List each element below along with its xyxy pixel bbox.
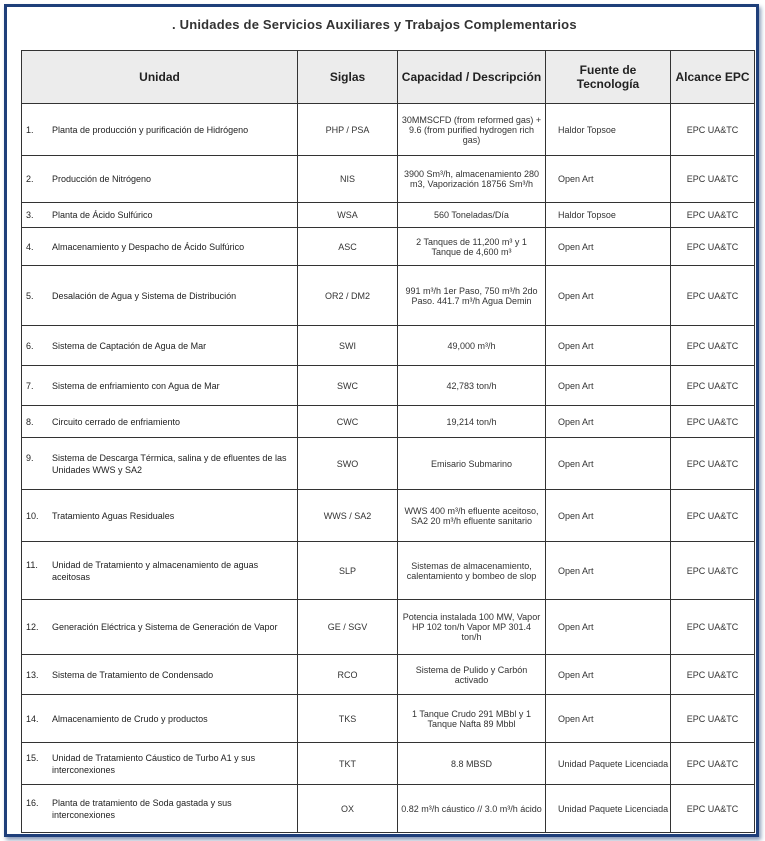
unit-cell (22, 366, 298, 406)
unit-number: 2. (26, 174, 34, 184)
siglas-cell: SWI (298, 326, 398, 366)
table-header-row (22, 51, 755, 104)
siglas-cell: CWC (298, 406, 398, 438)
fuente-cell: Open Art (546, 695, 671, 743)
unit-number: 14. (26, 713, 39, 724)
unit-number: 1. (26, 124, 34, 135)
unit-name: Sistema de Descarga Térmica, salina y de efluentes de las Unidades WWS y SA2 (52, 452, 287, 475)
alcance-cell: EPC UA&TC (671, 406, 755, 438)
header-unidad: Unidad (22, 51, 298, 104)
unit-number: 12. (26, 622, 39, 632)
table-row (22, 542, 755, 600)
siglas-cell: OR2 / DM2 (298, 266, 398, 326)
alcance-cell: EPC UA&TC (671, 438, 755, 490)
unit-number: 6. (26, 340, 34, 351)
unit-cell (22, 655, 298, 695)
capacidad-cell: Potencia instalada 100 MW, Vapor HP 102 ton/h Vapor MP 301.4 ton/h (398, 600, 546, 655)
fuente-cell: Haldor Topsoe (546, 104, 671, 156)
fuente-cell: Open Art (546, 438, 671, 490)
capacidad-cell: WWS 400 m³/h efluente aceitoso, SA2 20 m³/h efluente sanitario (398, 490, 546, 542)
capacidad-cell: 8.8 MBSD (398, 743, 546, 785)
alcance-cell: EPC UA&TC (671, 266, 755, 326)
unit-number: 10. (26, 510, 39, 521)
header-fuente: Fuente de Tecnología (546, 51, 671, 104)
fuente-cell: Open Art (546, 156, 671, 203)
unit-cell (22, 203, 298, 228)
unit-cell (22, 785, 298, 833)
unit-name: Sistema de enfriamiento con Agua de Mar (52, 380, 220, 391)
siglas-cell: NIS (298, 156, 398, 203)
unit-cell (22, 156, 298, 203)
fuente-cell: Open Art (546, 366, 671, 406)
fuente-cell: Open Art (546, 228, 671, 266)
header-capacidad: Capacidad / Descripción (398, 51, 546, 104)
header-alcance: Alcance EPC (671, 51, 755, 104)
siglas-cell: PHP / PSA (298, 104, 398, 156)
unit-name: Planta de producción y purificación de Hidrógeno (52, 124, 249, 135)
capacidad-cell: 30MMSCFD (from reformed gas) + 9.6 (from purified hydrogen rich gas) (398, 104, 546, 156)
table-row (22, 655, 755, 695)
siglas-cell: SWO (298, 438, 398, 490)
table-row (22, 406, 755, 438)
capacidad-cell: 3900 Sm³/h, almacenamiento 280 m3, Vaporización 18756 Sm³/h (398, 156, 546, 203)
alcance-cell: EPC UA&TC (671, 366, 755, 406)
unit-name: Desalación de Agua y Sistema de Distribución (52, 290, 237, 301)
unit-number: 7. (26, 380, 34, 391)
fuente-cell: Open Art (546, 266, 671, 326)
siglas-cell: WSA (298, 203, 398, 228)
capacidad-cell: 19,214 ton/h (398, 406, 546, 438)
unit-cell (22, 695, 298, 743)
alcance-cell: EPC UA&TC (671, 542, 755, 600)
table-row (22, 203, 755, 228)
unit-number: 5. (26, 290, 34, 301)
siglas-cell: GE / SGV (298, 600, 398, 655)
siglas-cell: TKT (298, 743, 398, 785)
unit-cell (22, 266, 298, 326)
fuente-cell: Open Art (546, 542, 671, 600)
table-title: . Unidades de Servicios Auxiliares y Trabajos Complementarios (172, 17, 577, 32)
unit-name: Almacenamiento de Crudo y productos (52, 713, 208, 724)
unit-number: 3. (26, 210, 34, 220)
units-table (21, 50, 755, 833)
unit-number: 4. (26, 241, 34, 252)
siglas-cell: TKS (298, 695, 398, 743)
alcance-cell: EPC UA&TC (671, 326, 755, 366)
unit-name: Planta de tratamiento de Soda gastada y sus interconexiones (52, 797, 232, 820)
unit-name: Unidad de Tratamiento y almacenamiento de aguas aceitosas (52, 559, 259, 582)
capacidad-cell: 0.82 m³/h cáustico // 3.0 m³/h ácido (398, 785, 546, 833)
fuente-cell: Haldor Topsoe (546, 203, 671, 228)
siglas-cell: OX (298, 785, 398, 833)
table-row (22, 785, 755, 833)
capacidad-cell: Sistema de Pulido y Carbón activado (398, 655, 546, 695)
alcance-cell: EPC UA&TC (671, 156, 755, 203)
table-row (22, 156, 755, 203)
table-row (22, 104, 755, 156)
alcance-cell: EPC UA&TC (671, 743, 755, 785)
capacidad-cell: Emisario Submarino (398, 438, 546, 490)
unit-name: Producción de Nitrógeno (52, 174, 152, 184)
unit-cell (22, 542, 298, 600)
capacidad-cell: 1 Tanque Crudo 291 MBbl y 1 Tanque Nafta 89 Mbbl (398, 695, 546, 743)
capacidad-cell: Sistemas de almacenamiento, calentamiento y bombeo de slop (398, 542, 546, 600)
unit-name: Sistema de Tratamiento de Condensado (52, 669, 214, 680)
fuente-cell: Open Art (546, 326, 671, 366)
unit-number: 9. (26, 452, 34, 463)
document-frame (4, 4, 759, 837)
alcance-cell: EPC UA&TC (671, 695, 755, 743)
alcance-cell: EPC UA&TC (671, 490, 755, 542)
table-row (22, 695, 755, 743)
capacidad-cell: 560 Toneladas/Día (398, 203, 546, 228)
unit-number: 15. (26, 752, 39, 763)
unit-name: Unidad de Tratamiento Cáustico de Turbo A1 y sus interconexiones (52, 752, 256, 775)
fuente-cell: Unidad Paquete Licenciada (546, 743, 671, 785)
siglas-cell: SWC (298, 366, 398, 406)
table-row (22, 743, 755, 785)
table-row (22, 266, 755, 326)
alcance-cell: EPC UA&TC (671, 228, 755, 266)
table-row (22, 366, 755, 406)
alcance-cell: EPC UA&TC (671, 203, 755, 228)
siglas-cell: SLP (298, 542, 398, 600)
capacidad-cell: 991 m³/h 1er Paso, 750 m³/h 2do Paso. 441.7 m³/h Agua Demin (398, 266, 546, 326)
capacidad-cell: 49,000 m³/h (398, 326, 546, 366)
siglas-cell: WWS / SA2 (298, 490, 398, 542)
table-row (22, 600, 755, 655)
unit-cell (22, 406, 298, 438)
unit-name: Circuito cerrado de enfriamiento (52, 416, 181, 427)
alcance-cell: EPC UA&TC (671, 655, 755, 695)
fuente-cell: Unidad Paquete Licenciada (546, 785, 671, 833)
unit-number: 11. (26, 559, 38, 570)
unit-cell (22, 743, 298, 785)
unit-name: Almacenamiento y Despacho de Ácido Sulfúrico (52, 241, 245, 252)
unit-number: 13. (26, 669, 39, 680)
unit-cell (22, 490, 298, 542)
alcance-cell: EPC UA&TC (671, 600, 755, 655)
capacidad-cell: 42,783 ton/h (398, 366, 546, 406)
siglas-cell: RCO (298, 655, 398, 695)
unit-name: Planta de Ácido Sulfúrico (52, 210, 153, 220)
unit-number: 16. (26, 797, 39, 808)
fuente-cell: Open Art (546, 406, 671, 438)
unit-cell (22, 228, 298, 266)
unit-cell (22, 326, 298, 366)
alcance-cell: EPC UA&TC (671, 104, 755, 156)
unit-name: Tratamiento Aguas Residuales (52, 510, 175, 521)
table-body (22, 104, 755, 833)
header-siglas: Siglas (298, 51, 398, 104)
capacidad-cell: 2 Tanques de 11,200 m³ y 1 Tanque de 4,600 m³ (398, 228, 546, 266)
table-row (22, 326, 755, 366)
table-row (22, 490, 755, 542)
fuente-cell: Open Art (546, 600, 671, 655)
fuente-cell: Open Art (546, 490, 671, 542)
unit-cell (22, 600, 298, 655)
unit-name: Sistema de Captación de Agua de Mar (52, 340, 207, 351)
unit-number: 8. (26, 416, 34, 427)
fuente-cell: Open Art (546, 655, 671, 695)
siglas-cell: ASC (298, 228, 398, 266)
alcance-cell: EPC UA&TC (671, 785, 755, 833)
table-row (22, 438, 755, 490)
table-row (22, 228, 755, 266)
unit-cell (22, 104, 298, 156)
unit-name: Generación Eléctrica y Sistema de Generación de Vapor (52, 622, 278, 632)
unit-cell (22, 438, 298, 490)
